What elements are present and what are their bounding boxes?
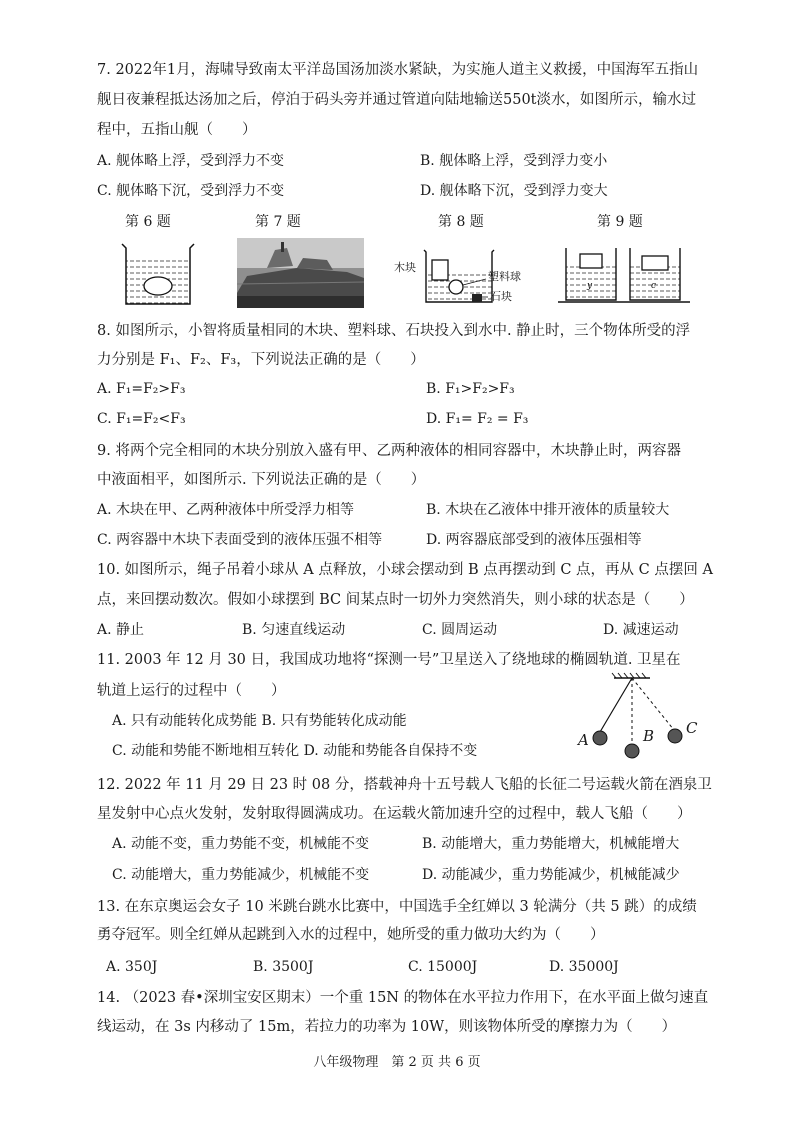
pendulum-point-c: C xyxy=(686,719,698,737)
q10-line-2: 点，来回摆动数次。假如小球摆到 BC 间某点时一切外力突然消失，则小球的状态是（ ） xyxy=(97,592,694,608)
pendulum-point-b: B xyxy=(643,727,655,745)
page-footer: 八年级物理 第 2 页 共 6 页 xyxy=(313,1055,481,1070)
q13-line-1: 13. 在东京奥运会女子 10 米跳台跳水比赛中，中国选手全红婵以 3 轮满分（共 5 跳）的成绩 xyxy=(97,899,697,915)
q7-option-c: C. 舰体略下沉，受到浮力不变 xyxy=(97,183,285,199)
q8-option-a: A. F₁=F₂>F₃ xyxy=(97,381,186,397)
stone-label: 石块 xyxy=(490,290,512,303)
q8-option-d: D. F₁= F₂ = F₃ xyxy=(426,411,529,427)
q10-line-1: 10. 如图所示，绳子吊着小球从 A 点释放，小球会摆动到 B 点再摆动到 C 点，再从 C 点摆回 A xyxy=(97,562,713,578)
q9-option-d: D. 两容器底部受到的液体压强相等 xyxy=(426,532,642,548)
pendulum-figure xyxy=(578,672,698,768)
q7-option-d: D. 舰体略下沉，受到浮力变大 xyxy=(420,183,608,199)
q8-option-c: C. F₁=F₂<F₃ xyxy=(97,411,186,427)
pendulum-point-a: A xyxy=(578,731,589,749)
beaker-ball-figure xyxy=(118,240,198,308)
two-containers-figure xyxy=(558,240,690,308)
q7-line-2: 舰日夜兼程抵达汤加之后，停泊于码头旁并通过管道向陆地输送550t淡水，如图所示，输水过 xyxy=(97,92,696,108)
q10-option-c: C. 圆周运动 xyxy=(422,622,498,638)
q7-line-3: 程中，五指山舰（ ） xyxy=(97,122,257,138)
figure-label-9: 第 9 题 xyxy=(597,214,643,230)
q13-option-d: D. 35000J xyxy=(549,959,619,975)
figure-label-8: 第 8 题 xyxy=(438,214,484,230)
q10-option-a: A. 静止 xyxy=(97,622,145,638)
wood-block-label: 木块 xyxy=(394,261,416,274)
q10-option-b: B. 匀速直线运动 xyxy=(242,622,346,638)
q13-option-b: B. 3500J xyxy=(253,959,314,975)
q8-line-1: 8. 如图所示，小智将质量相同的木块、塑料球、石块投入到水中. 静止时，三个物体所受的浮 xyxy=(97,323,691,339)
q13-option-a: A. 350J xyxy=(106,959,158,975)
q12-option-b: B. 动能增大，重力势能增大，机械能增大 xyxy=(422,836,680,852)
q13-line-2: 勇夺冠军。则全红婵从起跳到入水的过程中，她所受的重力做功大约为（ ） xyxy=(97,927,605,943)
q9-option-b: B. 木块在乙液体中排开液体的质量较大 xyxy=(426,502,670,518)
warship-photo xyxy=(237,238,364,308)
q11-option-cd: C. 动能和势能不断地相互转化 D. 动能和势能各自保持不变 xyxy=(112,743,478,759)
q11-line-1: 11. 2003 年 12 月 30 日，我国成功地将“探测一号”卫星送入了绕地球的椭圆轨道. 卫星在 xyxy=(97,652,681,668)
q12-line-1: 12. 2022 年 11 月 29 日 23 时 08 分，搭载神舟十五号载人飞船的长征二号运载火箭在酒泉卫 xyxy=(97,777,712,793)
q9-line-1: 9. 将两个完全相同的木块分别放入盛有甲、乙两种液体的相同容器中，木块静止时，两容器 xyxy=(97,443,681,459)
q13-option-c: C. 15000J xyxy=(408,959,478,975)
q14-line-1: 14. （2023 春•深圳宝安区期末）一个重 15N 的物体在水平拉力作用下，在水平面上做匀速直 xyxy=(97,990,709,1006)
q9-option-c: C. 两容器中木块下表面受到的液体压强不相等 xyxy=(97,532,383,548)
q12-option-d: D. 动能减少，重力势能减少，机械能减少 xyxy=(422,867,680,883)
q11-option-ab: A. 只有动能转化成势能 B. 只有势能转化成动能 xyxy=(112,713,407,729)
q8-line-2: 力分别是 F₁、F₂、F₃，下列说法正确的是（ ） xyxy=(97,352,425,368)
q9-line-2: 中液面相平，如图所示. 下列说法正确的是（ ） xyxy=(97,472,426,488)
plastic-ball-label: 塑料球 xyxy=(488,270,521,283)
q12-option-a: A. 动能不变，重力势能不变，机械能不变 xyxy=(112,836,370,852)
q7-line-1: 7. 2022年1月，海啸导致南太平洋岛国汤加淡水紧缺，为实施人道主义救援，中国海军五指山 xyxy=(97,62,699,78)
q10-option-d: D. 减速运动 xyxy=(603,622,679,638)
q11-line-2: 轨道上运行的过程中（ ） xyxy=(97,683,286,699)
q7-option-a: A. 舰体略上浮，受到浮力不变 xyxy=(97,153,285,169)
svg-text:c: c xyxy=(651,281,657,291)
figure-label-6: 第 6 题 xyxy=(125,214,171,230)
q9-option-a: A. 木块在甲、乙两种液体中所受浮力相等 xyxy=(97,502,355,518)
q14-line-2: 线运动，在 3s 内移动了 15m，若拉力的功率为 10W，则该物体所受的摩擦力为（ ） xyxy=(97,1019,677,1035)
q12-option-c: C. 动能增大，重力势能减少，机械能不变 xyxy=(112,867,370,883)
q7-option-b: B. 舰体略上浮，受到浮力变小 xyxy=(420,153,608,169)
figure-label-7: 第 7 题 xyxy=(255,214,301,230)
q12-line-2: 星发射中心点火发射，发射取得圆满成功。在运载火箭加速升空的过程中，载人飞船（ ） xyxy=(97,806,692,822)
svg-text:y: y xyxy=(587,281,593,291)
q8-option-b: B. F₁>F₂>F₃ xyxy=(426,381,515,397)
